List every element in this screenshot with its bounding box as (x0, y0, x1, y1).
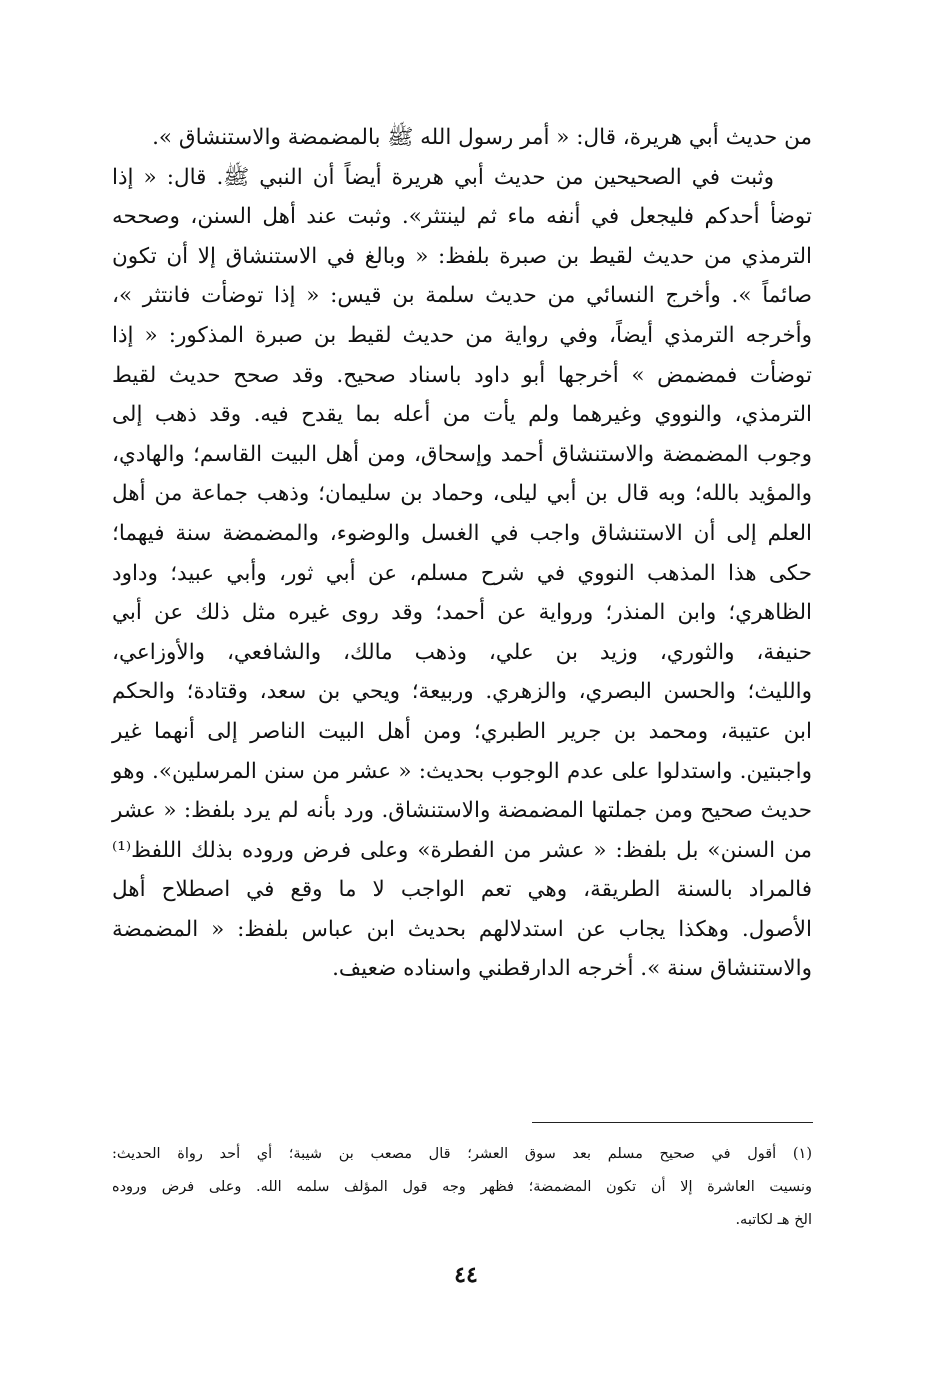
text-line: وثبت في الصحيحين من حديث أبي هريرة أيضاً أن النبي ﷺ. قال: « إذا (112, 164, 774, 190)
paragraph-1 (112, 118, 812, 158)
text-line: حنيفة، والثوري، وزيد بن علي، وذهب مالك، والشافعي، والأوزاعي، (112, 639, 812, 665)
text-line: والاستنشاق سنة ». أخرجه الدارقطني واسناده ضعيف. (332, 956, 812, 982)
footnote-line: الخ هـ لكاتبه. (735, 1212, 812, 1228)
text-line: واجبتين. واستدلوا على عدم الوجوب بحديث: « عشر من سنن المرسلين». وهو (112, 758, 812, 784)
text-line: والليث؛ والحسن البصري، والزهري. وربيعة؛ ويحي بن سعد، وقتادة؛ والحكم (112, 679, 812, 705)
text-line: الترمذي، والنووي وغيرهما ولم يأت من أعله بما يقدح فيه. وقد ذهب إلى (112, 402, 812, 428)
text-line: من حديث أبي هريرة، قال: « أمر رسول الله ﷺ بالمضمضة والاستنشاق ». (152, 125, 812, 150)
footnote-line: ونسيت العاشرة إلا أن تكون المضمضة؛ فظهر وجه قول المؤلف سلمه الله. وعلى فرض وروده (112, 1179, 812, 1195)
text-line: الأصول. وهكذا يجاب عن استدلالهم بحديث ابن عباس بلفظ: « المضمضة (112, 916, 812, 942)
text-line: صائماً ». وأخرج النسائي من حديث سلمة بن قيس: « إذا توضأت فانتثر »، (112, 283, 812, 309)
text-line: ابن عتيبة، ومحمد بن جرير الطبري؛ ومن أهل البيت الناصر إلى أنهما غير (112, 718, 812, 744)
text-line: توضأت فمضمض » أخرجها أبو داود باسناد صحيح. وقد صحح حديث لقيط (112, 362, 812, 388)
text-line: والمؤيد بالله؛ وبه قال بن أبي ليلى، وحماد بن سليمان؛ وذهب جماعة من أهل (112, 481, 812, 507)
main-text-body (112, 118, 812, 989)
text-line: وجوب المضمضة والاستنشاق أحمد وإسحاق، ومن أهل البيت القاسم؛ والهادي، (112, 441, 812, 467)
text-line: حديث صحيح ومن جملتها المضمضة والاستنشاق. ورد بأنه لم يرد بلفظ: « عشر (112, 798, 812, 824)
text-line: وأخرجه الترمذي أيضاً، وفي رواية من حديث لقيط بن صبرة المذكور: « إذا (112, 322, 812, 348)
text-line: الترمذي من حديث لقيط بن صبرة بلفظ: « وبالغ في الاستنشاق إلا أن تكون (112, 243, 812, 269)
text-line: العلم إلى أن الاستنشاق واجب في الغسل والوضوء، والمضمضة سنة فيهما؛ (112, 520, 812, 546)
text-line: الظاهري؛ وابن المنذر؛ ورواية عن أحمد؛ وقد روى غيره مثل ذلك عن أبي (112, 600, 812, 626)
text-line: فالمراد بالسنة الطريقة، وهي تعم الواجب لا ما وقع في اصطلاح أهل (112, 877, 812, 903)
text-line: من السنن» بل بلفظ: « عشر من الفطرة» وعلى فرض وروده بذلك اللفظ⁽¹⁾ (112, 837, 812, 863)
paragraph-2 (112, 158, 812, 989)
footnote (112, 1138, 812, 1237)
text-line: حكى هذا المذهب النووي في شرح مسلم، عن أبي ثور، وأبي عبيد؛ وداود (112, 560, 812, 586)
footnote-line: (١) أقول في صحيح مسلم بعد سوق العشر؛ قال مصعب بن شيبة؛ أي أحد رواة الحديث: (112, 1146, 812, 1162)
page-number: ٤٤ (454, 1262, 478, 1288)
text-line: توضأ أحدكم فليجعل في أنفه ماء ثم لينتثر». وثبت عند أهل السنن، وصححه (112, 204, 812, 230)
footnote-separator (532, 1122, 813, 1123)
